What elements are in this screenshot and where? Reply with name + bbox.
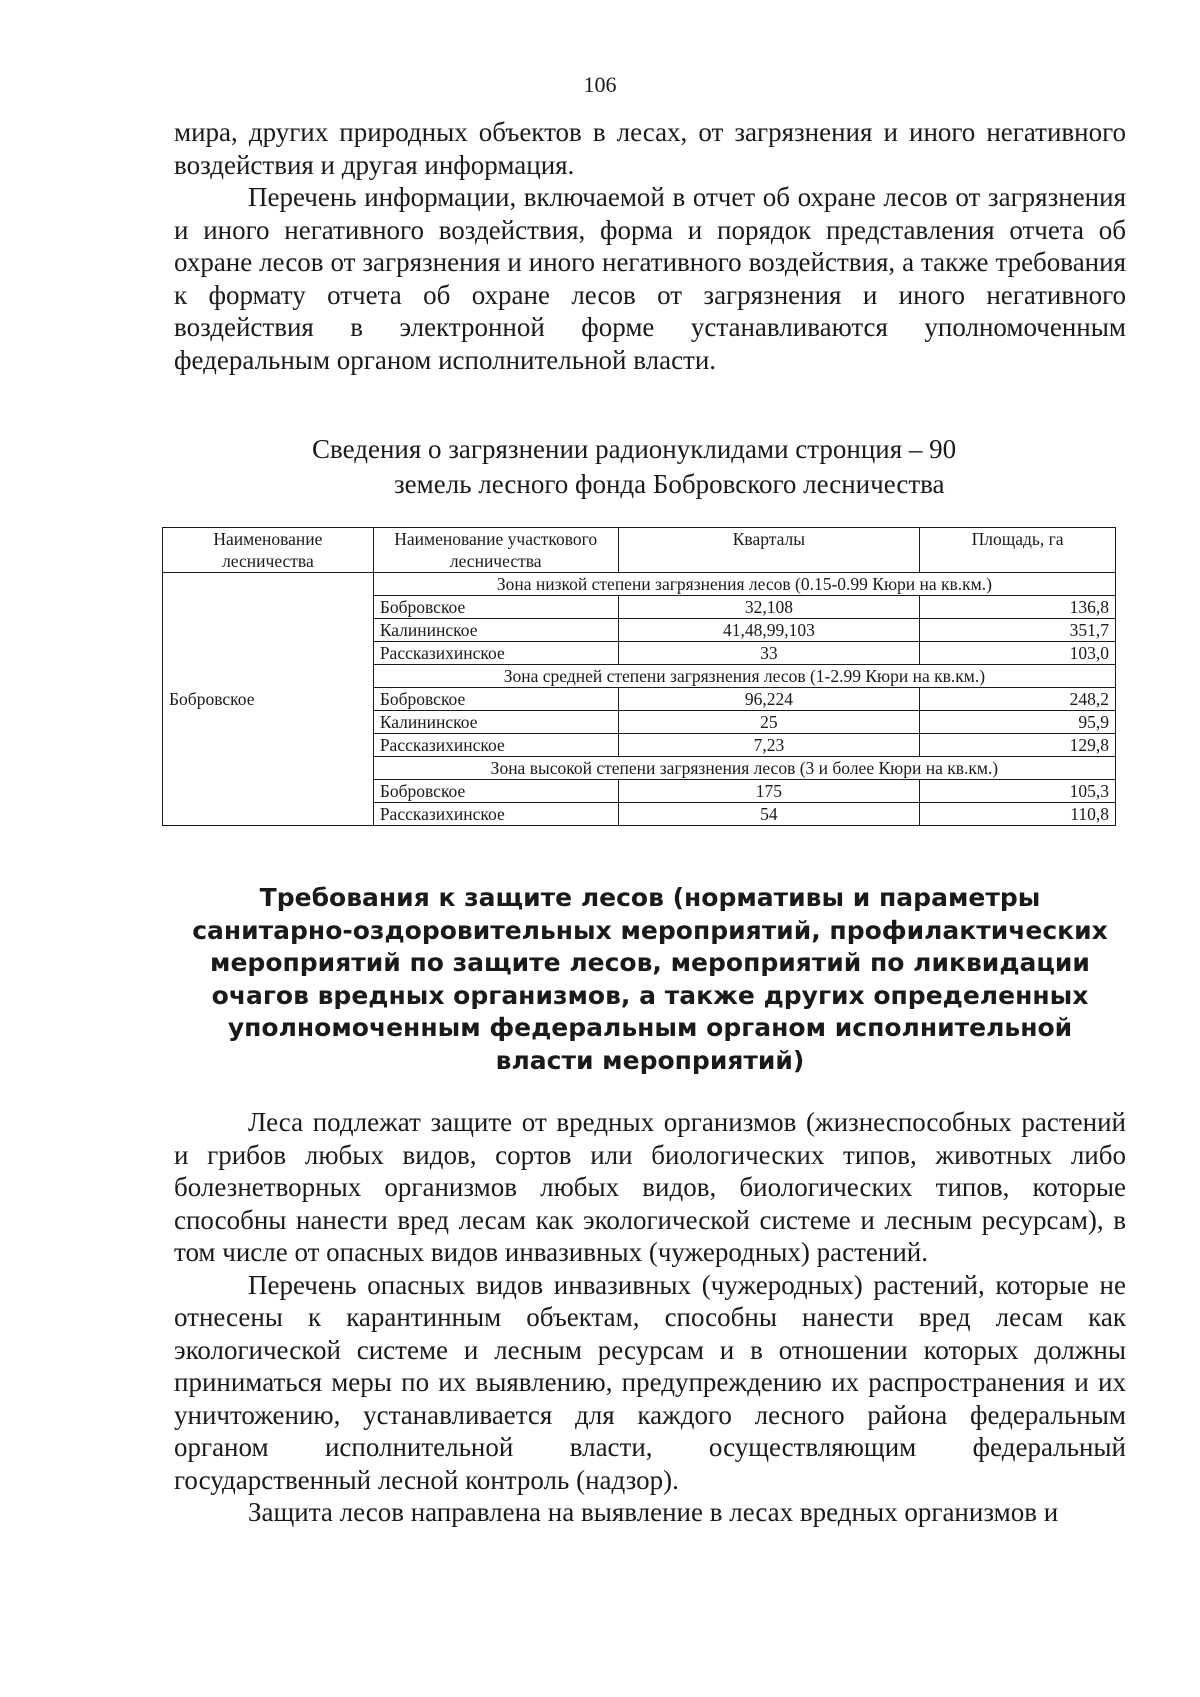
quarters-cell: 54 — [618, 803, 920, 826]
district-cell: Бобровское — [373, 596, 618, 619]
quarters-cell: 96,224 — [618, 688, 920, 711]
report-paragraph: Перечень информации, включаемой в отчет об охране лесов от загрязнения и иного негативного воздействия, форма и порядок представления отчета об охране лесов от загрязнения и иного негативного воздействия, а также требования к формату отчета об охране лесов от загрязнения и иного негативного воздействия в электронной форме устанавливаются уполномоченным федеральным органом исполнительной власти. — [174, 182, 1126, 375]
section-heading-line: власти мероприятий) — [495, 1045, 805, 1075]
section-heading-line: очагов вредных организмов, а также других определенных — [211, 980, 1089, 1010]
table-caption-line-1: Сведения о загрязнении радионуклидами стронция – 90 — [312, 434, 957, 464]
quarters-cell: 25 — [618, 711, 920, 734]
quarters-cell: 33 — [618, 642, 920, 665]
intro-section — [174, 116, 1126, 376]
area-cell: 248,2 — [920, 688, 1116, 711]
area-cell: 110,8 — [920, 803, 1116, 826]
quarters-cell: 41,48,99,103 — [618, 619, 920, 642]
district-cell: Калининское — [373, 711, 618, 734]
section-heading — [174, 882, 1126, 1077]
area-cell: 105,3 — [920, 780, 1116, 803]
body-paragraph: Леса подлежат защите от вредных организмов (жизнеспособных растений и грибов любых видов, сортов или биологических типов, животных либо болезнетворных организмов любых видов, биологических типов, которые способны нанести вред лесам как экологической системе и лесным ресурсам), в том числе от опасных видов инвазивных (чужеродных) растений. — [174, 1107, 1126, 1267]
zone-title: Зона низкой степени загрязнения лесов (0.15-0.99 Кюри на кв.км.) — [373, 573, 1115, 596]
quarters-cell: 7,23 — [618, 734, 920, 757]
district-cell: Бобровское — [373, 688, 618, 711]
header-district: Наименование участкового лесничества — [373, 528, 618, 573]
district-cell: Рассказихинское — [373, 642, 618, 665]
body-section — [174, 1106, 1126, 1529]
district-cell: Рассказихинское — [373, 803, 618, 826]
district-cell: Калининское — [373, 619, 618, 642]
header-forestry: Наименование лесничества — [163, 528, 374, 573]
body-paragraph: Перечень опасных видов инвазивных (чужеродных) растений, которые не отнесены к карантинным объектам, способны нанести вред лесам как экологической системе и лесным ресурсам и в отношении которых должны приниматься меры по их выявлению, предупреждению их распространения и их уничтожению, устанавливается для каждого лесного района федеральным органом исполнительной власти, осуществляющим федеральный государственный лесной контроль (надзор). — [174, 1269, 1126, 1495]
district-cell: Бобровское — [373, 780, 618, 803]
quarters-cell: 32,108 — [618, 596, 920, 619]
continuation-paragraph: мира, других природных объектов в лесах, от загрязнения и иного негативного воздействия и другая информация. — [174, 117, 1126, 180]
section-heading-line: Требования к защите лесов (нормативы и параметры — [259, 883, 1041, 912]
area-cell: 351,7 — [920, 619, 1116, 642]
area-cell: 129,8 — [920, 734, 1116, 757]
table-header-row — [163, 528, 1116, 573]
section-heading-line: санитарно-оздоровительных мероприятий, профилактических — [192, 915, 1108, 945]
area-cell: 95,9 — [920, 711, 1116, 734]
page-number: 106 — [583, 72, 617, 97]
forestry-name-cell: Бобровское — [163, 573, 374, 826]
area-cell: 103,0 — [920, 642, 1116, 665]
table-caption-line-2: земель лесного фонда Бобровского лесничества — [394, 469, 945, 499]
zone-title: Зона средней степени загрязнения лесов (1-2.99 Кюри на кв.км.) — [373, 665, 1115, 688]
quarters-cell: 175 — [618, 780, 920, 803]
table-caption — [174, 432, 1126, 502]
zone-title: Зона высокой степени загрязнения лесов (3 и более Кюри на кв.км.) — [373, 757, 1115, 780]
section-heading-line: мероприятий по защите лесов, мероприятий по ликвидации — [210, 948, 1090, 977]
district-cell: Рассказихинское — [373, 734, 618, 757]
pollution-table — [162, 527, 1116, 826]
header-area: Площадь, га — [920, 528, 1116, 573]
section-heading-line: уполномоченным федеральным органом исполнительной — [227, 1013, 1073, 1042]
area-cell: 136,8 — [920, 596, 1116, 619]
zone-row — [163, 573, 1116, 596]
header-quarters: Кварталы — [618, 528, 920, 573]
body-paragraph: Защита лесов направлена на выявление в лесах вредных организмов и — [248, 1497, 1059, 1527]
